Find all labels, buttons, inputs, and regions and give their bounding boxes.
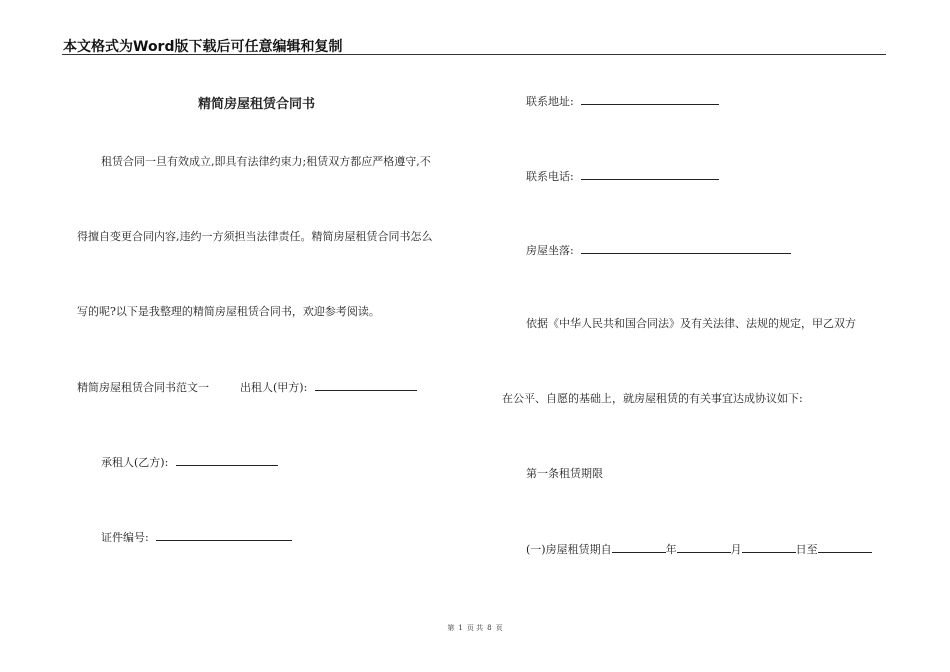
year-label: 年 <box>665 543 677 556</box>
address-line <box>526 93 719 109</box>
sample-contract-line <box>77 379 417 395</box>
lessee-label: 承租人(乙方): <box>101 456 169 469</box>
intro-paragraph-line-2: 得擅自变更合同内容,违约一方须担当法律责任。精简房屋租赁合同书怎么 <box>77 230 433 243</box>
address-blank <box>581 93 719 105</box>
location-blank <box>581 242 791 254</box>
header-divider <box>62 54 886 55</box>
address-label: 联系地址: <box>526 95 574 108</box>
page-label-mid: 页 共 <box>466 624 484 632</box>
month-label: 月 <box>730 543 742 556</box>
phone-blank <box>581 168 719 180</box>
lease-term-line <box>526 541 872 557</box>
page-footer <box>0 623 950 633</box>
basis-paragraph-line-1: 依据《中华人民共和国合同法》及有关法律、法规的规定，甲乙双方 <box>526 317 856 330</box>
header-title: 本文格式为Word版下载后可任意编辑和复制 <box>63 39 343 55</box>
page-label-prefix: 第 <box>447 624 455 632</box>
lease-term-prefix: (一)房屋租赁期自 <box>526 543 612 556</box>
lessor-blank <box>315 379 417 391</box>
intro-paragraph-line-1: 租赁合同一旦有效成立,即具有法律约束力;租赁双方都应严格遵守,不 <box>101 155 431 168</box>
id-number-blank <box>156 529 292 541</box>
day-to-label: 日至 <box>795 543 818 556</box>
page-label-suffix: 页 <box>495 624 503 632</box>
lessor-label: 出租人(甲方): <box>240 381 308 394</box>
phone-label: 联系电话: <box>526 170 574 183</box>
document-title: 精简房屋租赁合同书 <box>198 97 316 112</box>
lessee-line <box>101 454 278 470</box>
sample-heading: 精简房屋租赁合同书范文一 <box>77 381 209 394</box>
article-1-heading: 第一条租赁期限 <box>526 467 603 480</box>
location-label: 房屋坐落: <box>526 244 574 257</box>
location-line <box>526 242 791 258</box>
total-pages: 8 <box>487 624 492 632</box>
basis-paragraph-line-2: 在公平、自愿的基础上，就房屋租赁的有关事宜达成协议如下: <box>502 392 803 405</box>
end-date-blank <box>818 541 872 553</box>
start-day-blank <box>742 541 796 553</box>
start-month-blank <box>677 541 731 553</box>
start-year-blank <box>612 541 666 553</box>
id-number-line <box>101 529 292 545</box>
id-number-label: 证件编号: <box>101 531 149 544</box>
page-number: 1 <box>458 624 463 632</box>
intro-paragraph-line-3: 写的呢?以下是我整理的精简房屋租赁合同书，欢迎参考阅读。 <box>77 305 380 318</box>
lessee-blank <box>176 454 278 466</box>
phone-line <box>526 168 719 184</box>
